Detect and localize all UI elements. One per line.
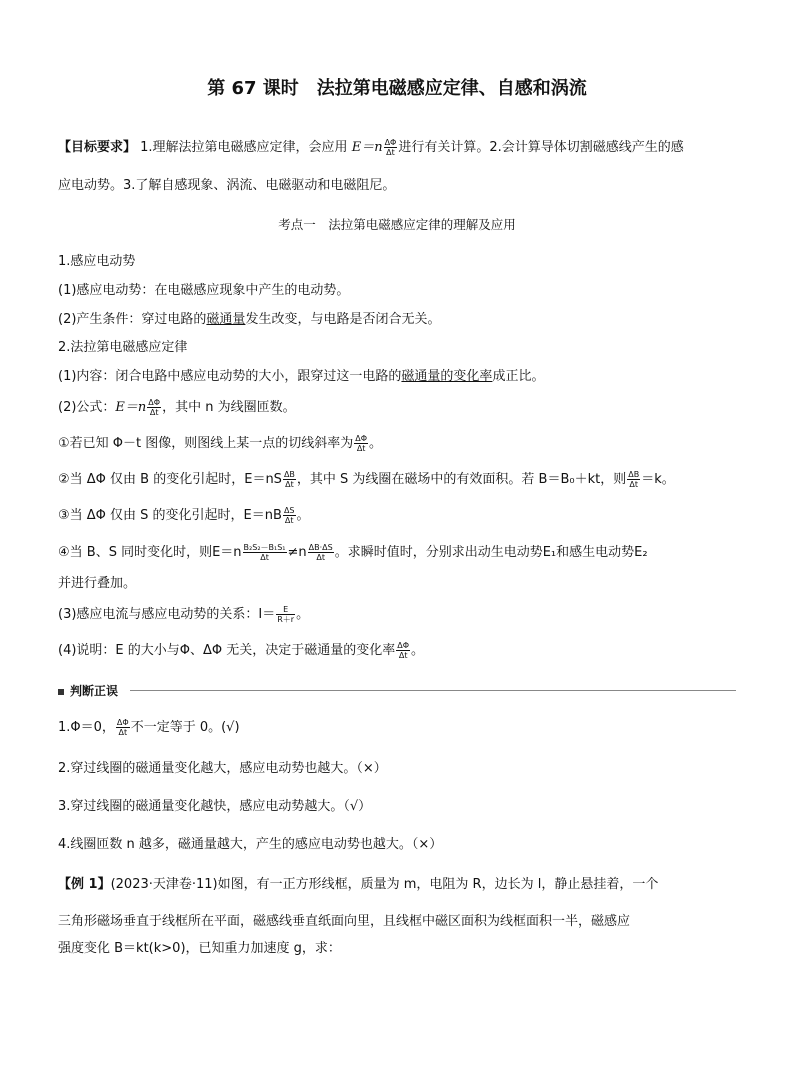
judge-item: 2.穿过线圈的磁通量变化越大，感应电动势也越大。（×） (58, 761, 387, 776)
judge-item: 4.线圈匝数 n 越多，磁通量越大，产生的感应电动势也越大。（×） (58, 837, 443, 852)
example-line: 强度变化 B＝kt(k>0)，已知重力加速度 g，求： (58, 941, 341, 956)
paragraph: (2)产生条件：穿过电路的磁通量发生改变，与电路是否闭合无关。 (58, 312, 441, 327)
heading-1: 1.感应电动势 (58, 254, 136, 269)
paragraph: ①若已知 Φ－t 图像，则图线上某一点的切线斜率为 $\frac{\Delta\Phi}{\Delta t}$ 。 (58, 434, 383, 453)
fraction: $\frac{\Delta B\cdot\Delta S}{\Delta t}$ (308, 543, 333, 562)
fraction: $\frac{\Delta\Phi}{\Delta t}$ (116, 718, 129, 737)
judge-heading: 判断正误 (58, 683, 118, 699)
paragraph: (4)说明：E 的大小与Φ、ΔΦ 无关，决定于磁通量的变化率 $\frac{\Delta\Phi}{\Delta t}$ 。 (58, 641, 425, 660)
fraction: $\frac{E}{R+r}$ (277, 605, 295, 624)
square-bullet-icon (58, 689, 64, 695)
paragraph: (1)感应电动势：在电磁感应现象中产生的电动势。 (58, 283, 350, 298)
judge-item: 1.Φ＝0， $\frac{\Delta\Phi}{\Delta t}$ 不一定等于 0。(√) (58, 718, 240, 737)
example-line: 【例 1】(2023·天津卷·11)如图，有一正方形线框，质量为 m，电阻为 R，边长为 l，静止悬挂着，一个 (58, 877, 659, 892)
fraction: $\frac{\Delta\Phi}{\Delta t}$ (148, 398, 161, 417)
paragraph: (1)内容：闭合电路中感应电动势的大小，跟穿过这一电路的磁通量的变化率成正比。 (58, 369, 545, 384)
goal-label: 【目标要求】 (58, 140, 137, 155)
goal-line-1: 【目标要求】 1.理解法拉第电磁感应定律，会应用 E＝n $\frac{\Delta\Phi}{\Delta t}$ 进行有关计算。2.会计算导体切割磁感线产生的感 (58, 138, 684, 157)
paragraph: 并进行叠加。 (58, 576, 137, 591)
fraction: $\frac{\Delta S}{\Delta t}$ (283, 506, 295, 525)
divider (130, 690, 736, 691)
fraction: $\frac{\Delta\Phi}{\Delta t}$ (397, 641, 410, 660)
goal-line-2: 应电动势。3.了解自感现象、涡流、电磁驱动和电磁阻尼。 (58, 178, 396, 193)
paragraph: ③当 ΔΦ 仅由 S 的变化引起时，E＝nB $\frac{\Delta S}{\Delta t}$ 。 (58, 506, 310, 525)
example-line: 三角形磁场垂直于线框所在平面，磁感线垂直纸面向里，且线框中磁区面积为线框面积一半，磁感应 (58, 914, 631, 929)
fraction: $\frac{\Delta B}{\Delta t}$ (283, 470, 295, 489)
paragraph: ②当 ΔΦ 仅由 B 的变化引起时，E＝nS $\frac{\Delta B}{\Delta t}$ ，其中 S 为线圈在磁场中的有效面积。若 B＝B₀＋kt，则 $\frac{\Delta B}{\Delta t}$ ＝k。 (58, 470, 675, 489)
fraction: $\frac{\text{B₂S₂－B₁S₁}}{\Delta t}$ (243, 543, 286, 562)
fraction: $\frac{\Delta\Phi}{\Delta t}$ (384, 138, 397, 157)
example-label: 【例 1】 (58, 877, 111, 892)
heading-2: 2.法拉第电磁感应定律 (58, 340, 188, 355)
judge-item: 3.穿过线圈的磁通量变化越快，感应电动势越大。（√） (58, 799, 372, 814)
paragraph: ④当 B、S 同时变化时，则E＝n $\frac{\text{B₂S₂－B₁S₁}}{\Delta t}$ ≠n $\frac{\Delta B\cdot\Delta S}{\Delta t}$ 。求瞬时值时，分别求出动生电动势E₁和感生电动势E₂ (58, 543, 648, 562)
paragraph: (3)感应电流与感应电动势的关系：I＝ $\frac{E}{R+r}$ 。 (58, 605, 310, 624)
page-title: 第 67 课时 法拉第电磁感应定律、自感和涡流 (207, 78, 587, 99)
section-heading: 考点一 法拉第电磁感应定律的理解及应用 (278, 217, 516, 232)
fraction: $\frac{\Delta\Phi}{\Delta t}$ (355, 434, 368, 453)
paragraph: (2)公式：E＝n $\frac{\Delta\Phi}{\Delta t}$ ，其中 n 为线圈匝数。 (58, 398, 296, 417)
fraction: $\frac{\Delta B}{\Delta t}$ (628, 470, 640, 489)
